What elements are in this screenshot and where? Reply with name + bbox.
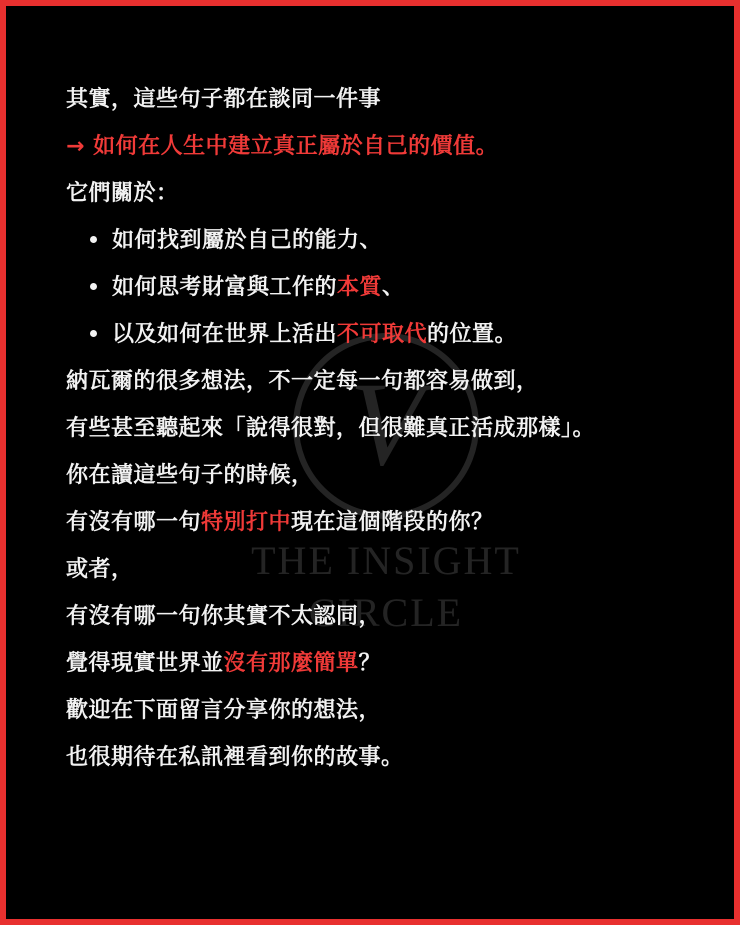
bullet-text-after: 的位置。 bbox=[427, 322, 518, 347]
bullet-text-highlight: 不可取代 bbox=[337, 322, 428, 347]
line-text-after: 現在這個階段的你？ bbox=[291, 510, 494, 535]
bullet-text-before: 如何思考財富與工作的 bbox=[112, 275, 338, 300]
line-text: 納瓦爾的很多想法，不一定每一句都容易做到， bbox=[66, 369, 539, 394]
text-line-12 bbox=[66, 597, 726, 644]
watermark-line-1: THE INSIGHT bbox=[251, 538, 521, 583]
text-line-9 bbox=[66, 456, 726, 503]
line-text-before: 覺得現實世界並 bbox=[66, 651, 224, 676]
bullet-icon bbox=[90, 236, 97, 243]
line-text: 或者， bbox=[66, 557, 134, 582]
bullet-text-after: 、 bbox=[382, 275, 405, 300]
text-line-8 bbox=[66, 409, 726, 456]
text-line-10 bbox=[66, 503, 726, 550]
text-line-11 bbox=[66, 550, 726, 597]
watermark-line-2: CIRCLE bbox=[308, 590, 464, 635]
line-text-after: ？ bbox=[358, 651, 382, 676]
text-line-7 bbox=[66, 362, 726, 409]
bullet-icon bbox=[90, 283, 97, 290]
line-text-highlight: 沒有那麼簡單 bbox=[223, 651, 359, 676]
line-text-highlight: 特別打中 bbox=[201, 510, 292, 535]
text-line-3 bbox=[66, 174, 726, 221]
bullet-text: 如何找到屬於自己的能力、 bbox=[112, 228, 383, 253]
line-text: 如何在人生中建立真正屬於自己的價值。 bbox=[93, 134, 499, 159]
bullet-item-3 bbox=[66, 315, 726, 362]
bullet-text-highlight: 本質 bbox=[337, 275, 383, 300]
arrow-icon: → bbox=[66, 134, 85, 159]
text-line-2-highlight bbox=[66, 127, 726, 174]
line-text: 也很期待在私訊裡看到你的故事。 bbox=[66, 745, 404, 770]
post-text-body bbox=[66, 80, 726, 785]
text-line-14 bbox=[66, 691, 726, 738]
text-line-13 bbox=[66, 644, 726, 691]
text-line-1 bbox=[66, 80, 726, 127]
line-text: 有些甚至聽起來「說得很對，但很難真正活成那樣」。 bbox=[66, 416, 596, 441]
bullet-icon bbox=[90, 330, 97, 337]
line-text: 其實，這些句子都在談同一件事 bbox=[66, 87, 382, 112]
line-text: 你在讀這些句子的時候， bbox=[66, 463, 314, 488]
bullet-item-1 bbox=[66, 221, 726, 268]
line-text: 它們關於： bbox=[66, 181, 179, 206]
line-text-before: 有沒有哪一句 bbox=[66, 510, 202, 535]
bullet-text-before: 以及如何在世界上活出 bbox=[112, 322, 338, 347]
watermark-monogram: V bbox=[349, 357, 423, 490]
line-text: 歡迎在下面留言分享你的想法， bbox=[66, 698, 382, 723]
bullet-item-2 bbox=[66, 268, 726, 315]
line-text: 有沒有哪一句你其實不太認同， bbox=[66, 604, 382, 629]
text-line-15 bbox=[66, 738, 726, 785]
